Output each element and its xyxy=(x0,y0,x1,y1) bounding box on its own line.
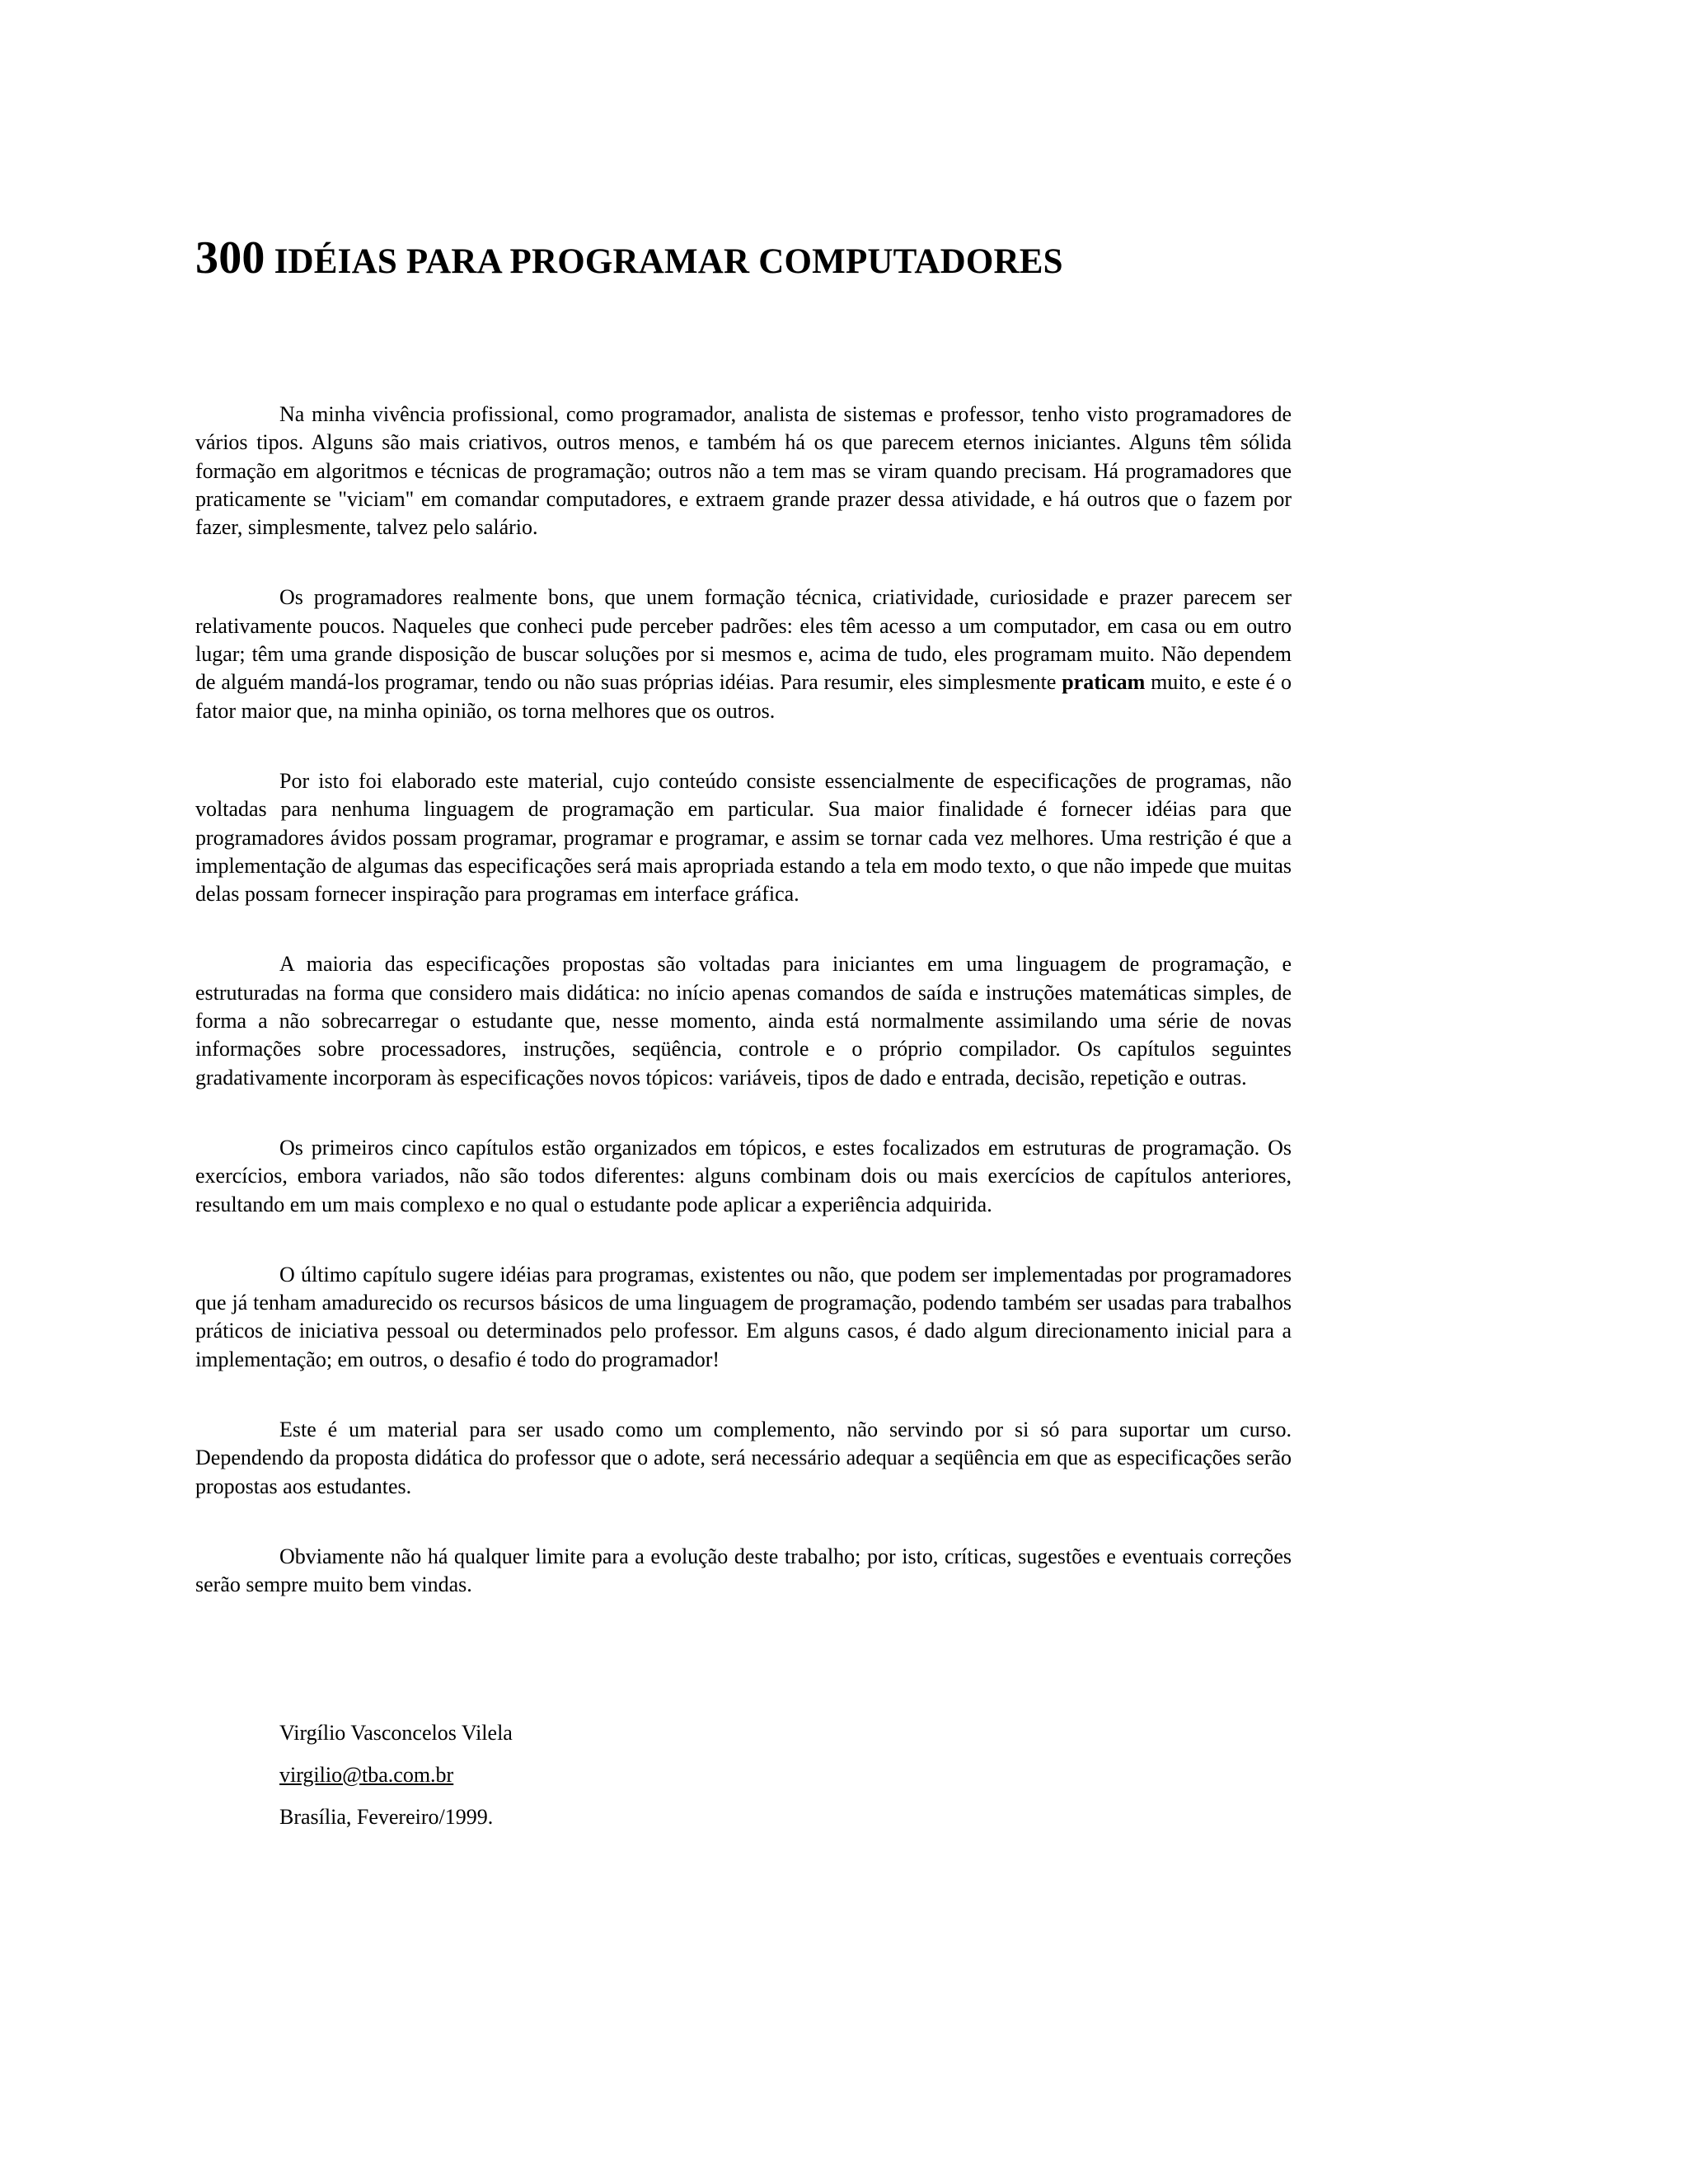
paragraph-2 xyxy=(195,583,1292,724)
author-name: Virgílio Vasconcelos Vilela xyxy=(279,1721,513,1745)
paragraph-2-text-end: muito, e este é o fator maior que, na minha opinião, os torna melhores que os outros. xyxy=(195,670,1292,723)
paragraph-1: Na minha vivência profissional, como programador, analista de sistemas e professor, tenho visto programadores de vários tipos. Alguns são mais criativos, outros menos, e também há os que parecem eternos iniciantes. Alguns têm sólida formação em algoritmos e técnicas de programação; outros não a tem mas se viram quando precisam. Há programadores que praticamente se "viciam" em comandar computadores, e extraem grande prazer dessa atividade, e há outros que o fazem por fazer, simplesmente, talvez pelo salário. xyxy=(195,402,1292,540)
paragraph-6: O último capítulo sugere idéias para programas, existentes ou não, que podem ser implementadas por programadores que já tenham amadurecido os recursos básicos de uma linguagem de programação, podendo também ser usadas para trabalhos práticos de iniciativa pessoal ou determinados pelo professor. Em alguns casos, é dado algum direcionamento inicial para a implementação; em outros, o desafio é todo do programador! xyxy=(195,1262,1292,1371)
paragraph-7: Este é um material para ser usado como um complemento, não servindo por si só para suportar um curso. Dependendo da proposta didática do professor que o adote, será necessário adequar a seqüência em que as especificações serão propostas aos estudantes. xyxy=(195,1418,1292,1498)
paragraph-3: Por isto foi elaborado este material, cujo conteúdo consiste essencialmente de especificações de programas, não voltadas para nenhuma linguagem de programação em particular. Sua maior finalidade é fornecer idéias para que programadores ávidos possam programar, programar e programar, e assim se tornar cada vez melhores. Uma restrição é que a implementação de algumas das especificações será mais apropriada estando a tela em modo texto, o que não impede que muitas delas possam fornecer inspiração para programas em interface gráfica. xyxy=(195,768,1292,907)
paragraph-2-bold-word: praticam xyxy=(1062,670,1146,695)
signature-block xyxy=(279,1719,513,1845)
title-text: IDÉIAS PARA PROGRAMAR COMPUTADORES xyxy=(274,242,1063,281)
document-body xyxy=(195,401,1292,1642)
title-number: 300 xyxy=(195,232,265,284)
paragraph-8: Obviamente não há qualquer limite para a evolução deste trabalho; por isto, críticas, sugestões e eventuais correções serão sempre muito bem vindas. xyxy=(195,1544,1292,1597)
paragraph-4: A maioria das especificações propostas são voltadas para iniciantes em uma linguagem de programação, e estruturadas na forma que considero mais didática: no início apenas comandos de saída e instruções matemáticas simples, de forma a não sobrecarregar o estudante que, nesse momento, ainda está normalmente assimilando uma série de novas informações sobre processadores, instruções, seqüência, controle e o próprio compilador. Os capítulos seguintes gradativamente incorporam às especificações novos tópicos: variáveis, tipos de dado e entrada, decisão, repetição e outras. xyxy=(195,952,1292,1090)
place-and-date: Brasília, Fevereiro/1999. xyxy=(279,1805,494,1829)
paragraph-2-text-start: Os programadores realmente bons, que unem formação técnica, criatividade, curiosidade e prazer parecem ser relativamente poucos. Naqueles que conheci pude perceber padrões: eles têm acesso a um computador, em casa ou em outro lugar; têm uma grande disposição de buscar soluções por si mesmos e, acima de tudo, eles programam muito. Não dependem de alguém mandá-los programar, tendo ou não suas próprias idéias. Para resumir, eles simplesmente xyxy=(195,585,1292,695)
document-title xyxy=(195,233,1063,284)
paragraph-5: Os primeiros cinco capítulos estão organizados em tópicos, e estes focalizados em estruturas de programação. Os exercícios, embora variados, não são todos diferentes: alguns combinam dois ou mais exercícios de capítulos anteriores, resultando em um mais complexo e no qual o estudante pode aplicar a experiência adquirida. xyxy=(195,1135,1292,1216)
author-email-link[interactable]: virgilio@tba.com.br xyxy=(279,1763,454,1787)
